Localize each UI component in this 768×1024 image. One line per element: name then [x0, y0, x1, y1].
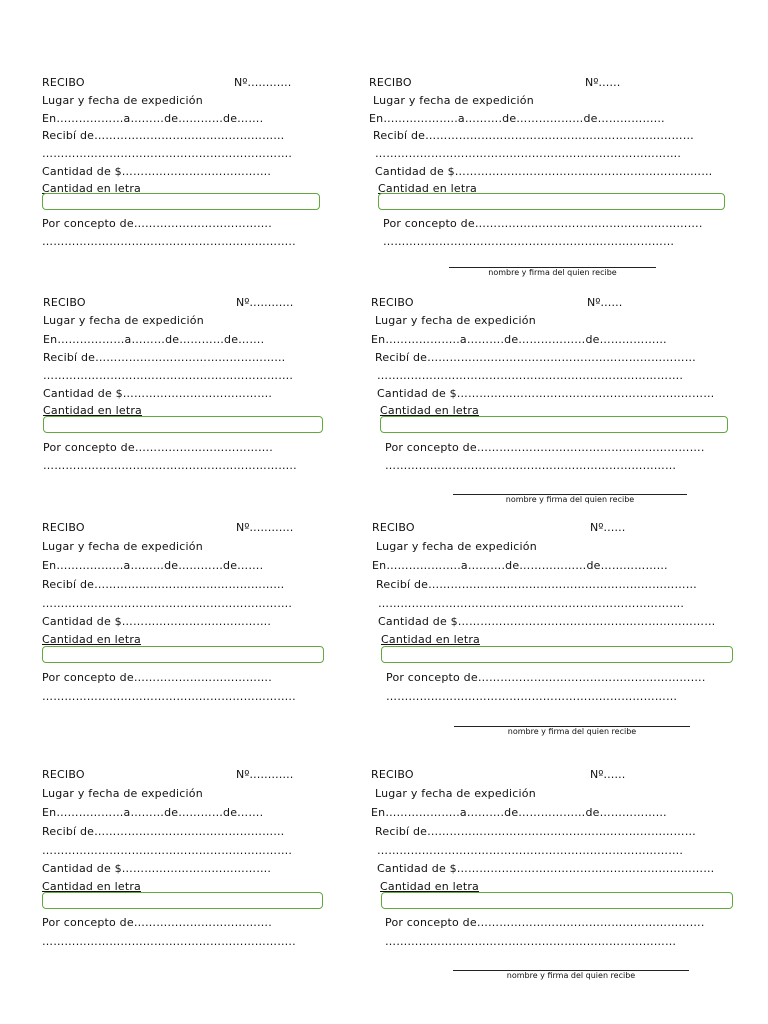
- date-line: En………………..a……….de………………de………………: [372, 559, 668, 572]
- concept-line: Por concepto de…………………………………………………….: [383, 217, 703, 230]
- receipt-number: Nº…………: [234, 76, 292, 89]
- place-date-label: Lugar y fecha de expedición: [375, 314, 536, 327]
- amount-words-label: Cantidad en letra: [43, 404, 143, 417]
- amount-line: Cantidad de $………………………………….: [42, 862, 272, 875]
- amount-words-label: Cantidad en letra: [378, 182, 478, 195]
- concept-line: Por concepto de…………………………………………………….: [386, 671, 706, 684]
- blank-line-2: …………………………………………………………..: [42, 235, 296, 248]
- receipt-number: Nº…………: [236, 768, 294, 781]
- concept-line: Por concepto de…………………………………………………….: [385, 441, 705, 454]
- amount-line: Cantidad de $……………………………………………………………: [377, 862, 715, 875]
- blank-line-2: ……………………………………………………………………: [385, 459, 677, 472]
- received-from-line: Recibí de……………………………………………: [43, 351, 286, 364]
- concept-line: Por concepto de……………………………….: [43, 441, 273, 454]
- amount-words-box[interactable]: [43, 416, 323, 433]
- blank-line: ………………………………………………………….: [42, 147, 293, 160]
- place-date-label: Lugar y fecha de expedición: [42, 787, 203, 800]
- concept-line: Por concepto de……………………………….: [42, 217, 272, 230]
- receipt-title: RECIBO: [369, 76, 412, 89]
- receipt-number: Nº……: [590, 768, 626, 781]
- amount-line: Cantidad de $………………………………….: [43, 387, 273, 400]
- blank-line: ………………………………………………………….: [43, 369, 294, 382]
- blank-line-2: ……………………………………………………………………: [386, 690, 678, 703]
- date-line: En………………a………de…………de…….: [42, 806, 264, 819]
- blank-line: ……………………………………………………………………….: [375, 147, 682, 160]
- amount-words-box[interactable]: [42, 193, 320, 210]
- receipt-title: RECIBO: [371, 296, 414, 309]
- receipt-number: Nº…………: [236, 521, 294, 534]
- place-date-label: Lugar y fecha de expedición: [42, 94, 203, 107]
- concept-line: Por concepto de…………………………………………………….: [385, 916, 705, 929]
- amount-words-box[interactable]: [380, 416, 728, 433]
- place-date-label: Lugar y fecha de expedición: [42, 540, 203, 553]
- blank-line: ………………………………………………………….: [42, 844, 293, 857]
- receipt-number: Nº……: [590, 521, 626, 534]
- amount-words-label: Cantidad en letra: [381, 633, 481, 646]
- amount-words-label: Cantidad en letra: [380, 880, 480, 893]
- blank-line-2: ……………………………………………………………………: [385, 935, 677, 948]
- amount-words-box[interactable]: [381, 892, 733, 909]
- signature-label: nombre y firma del quien recibe: [506, 971, 636, 980]
- blank-line: ……………………………………………………………………….: [378, 597, 685, 610]
- place-date-label: Lugar y fecha de expedición: [376, 540, 537, 553]
- signature-label: nombre y firma del quien recibe: [507, 727, 637, 736]
- blank-line: ……………………………………………………………………….: [377, 369, 684, 382]
- received-from-line: Recibí de………………………………………………………………: [373, 129, 694, 142]
- amount-words-label: Cantidad en letra: [42, 633, 142, 646]
- date-line: En………………a………de…………de…….: [42, 559, 264, 572]
- receipt-title: RECIBO: [42, 521, 85, 534]
- receipt-left-2: [43, 296, 403, 506]
- date-line: En………………a………de…………de…….: [43, 333, 265, 346]
- date-line: En………………..a……….de………………de………………: [371, 333, 667, 346]
- place-date-label: Lugar y fecha de expedición: [373, 94, 534, 107]
- receipt-title: RECIBO: [372, 521, 415, 534]
- concept-line: Por concepto de……………………………….: [42, 671, 272, 684]
- blank-line: ……………………………………………………………………….: [377, 844, 684, 857]
- blank-line-2: …………………………………………………………..: [43, 459, 297, 472]
- received-from-line: Recibí de………………………………………………………………: [375, 351, 696, 364]
- amount-words-box[interactable]: [42, 646, 324, 663]
- amount-line: Cantidad de $……………………………………………………………: [378, 615, 716, 628]
- receipt-title: RECIBO: [42, 76, 85, 89]
- blank-line-2: …………………………………………………………..: [42, 690, 296, 703]
- amount-words-label: Cantidad en letra: [42, 182, 142, 195]
- amount-words-label: Cantidad en letra: [42, 880, 142, 893]
- receipt-number: Nº…………: [236, 296, 294, 309]
- concept-line: Por concepto de……………………………….: [42, 916, 272, 929]
- signature-label: nombre y firma del quien recibe: [505, 495, 635, 504]
- amount-line: Cantidad de $……………………………………………………………: [377, 387, 715, 400]
- receipt-left-4: [42, 768, 402, 978]
- receipt-number: Nº……: [587, 296, 623, 309]
- amount-words-box[interactable]: [381, 646, 733, 663]
- blank-line-2: …………………………………………………………..: [42, 935, 296, 948]
- received-from-line: Recibí de……………………………………………: [42, 578, 285, 591]
- received-from-line: Recibí de………………………………………………………………: [376, 578, 697, 591]
- receipt-right-4: [371, 768, 731, 978]
- place-date-label: Lugar y fecha de expedición: [375, 787, 536, 800]
- receipt-right-1: [369, 76, 729, 286]
- blank-line-2: ……………………………………………………………………: [383, 235, 675, 248]
- receipt-right-3: [372, 521, 732, 736]
- received-from-line: Recibí de……………………………………………: [42, 129, 285, 142]
- amount-line: Cantidad de $……………………………………………………………: [375, 165, 713, 178]
- receipt-title: RECIBO: [43, 296, 86, 309]
- receipt-title: RECIBO: [371, 768, 414, 781]
- received-from-line: Recibí de……………………………………………: [42, 825, 285, 838]
- date-line: En………………..a……….de………………de………………: [371, 806, 667, 819]
- receipt-left-3: [42, 521, 402, 731]
- receipt-number: Nº……: [585, 76, 621, 89]
- receipt-title: RECIBO: [42, 768, 85, 781]
- amount-line: Cantidad de $………………………………….: [42, 615, 272, 628]
- amount-words-box[interactable]: [42, 892, 323, 909]
- receipt-right-2: [371, 296, 731, 506]
- blank-line: ………………………………………………………….: [42, 597, 293, 610]
- date-line: En………………..a……….de………………de………………: [369, 112, 665, 125]
- amount-words-box[interactable]: [378, 193, 725, 210]
- amount-words-label: Cantidad en letra: [380, 404, 480, 417]
- signature-label: nombre y firma del quien recibe: [488, 268, 617, 277]
- amount-line: Cantidad de $………………………………….: [42, 165, 272, 178]
- received-from-line: Recibí de………………………………………………………………: [375, 825, 696, 838]
- receipt-left-1: [42, 76, 402, 286]
- date-line: En………………a………de…………de…….: [42, 112, 264, 125]
- place-date-label: Lugar y fecha de expedición: [43, 314, 204, 327]
